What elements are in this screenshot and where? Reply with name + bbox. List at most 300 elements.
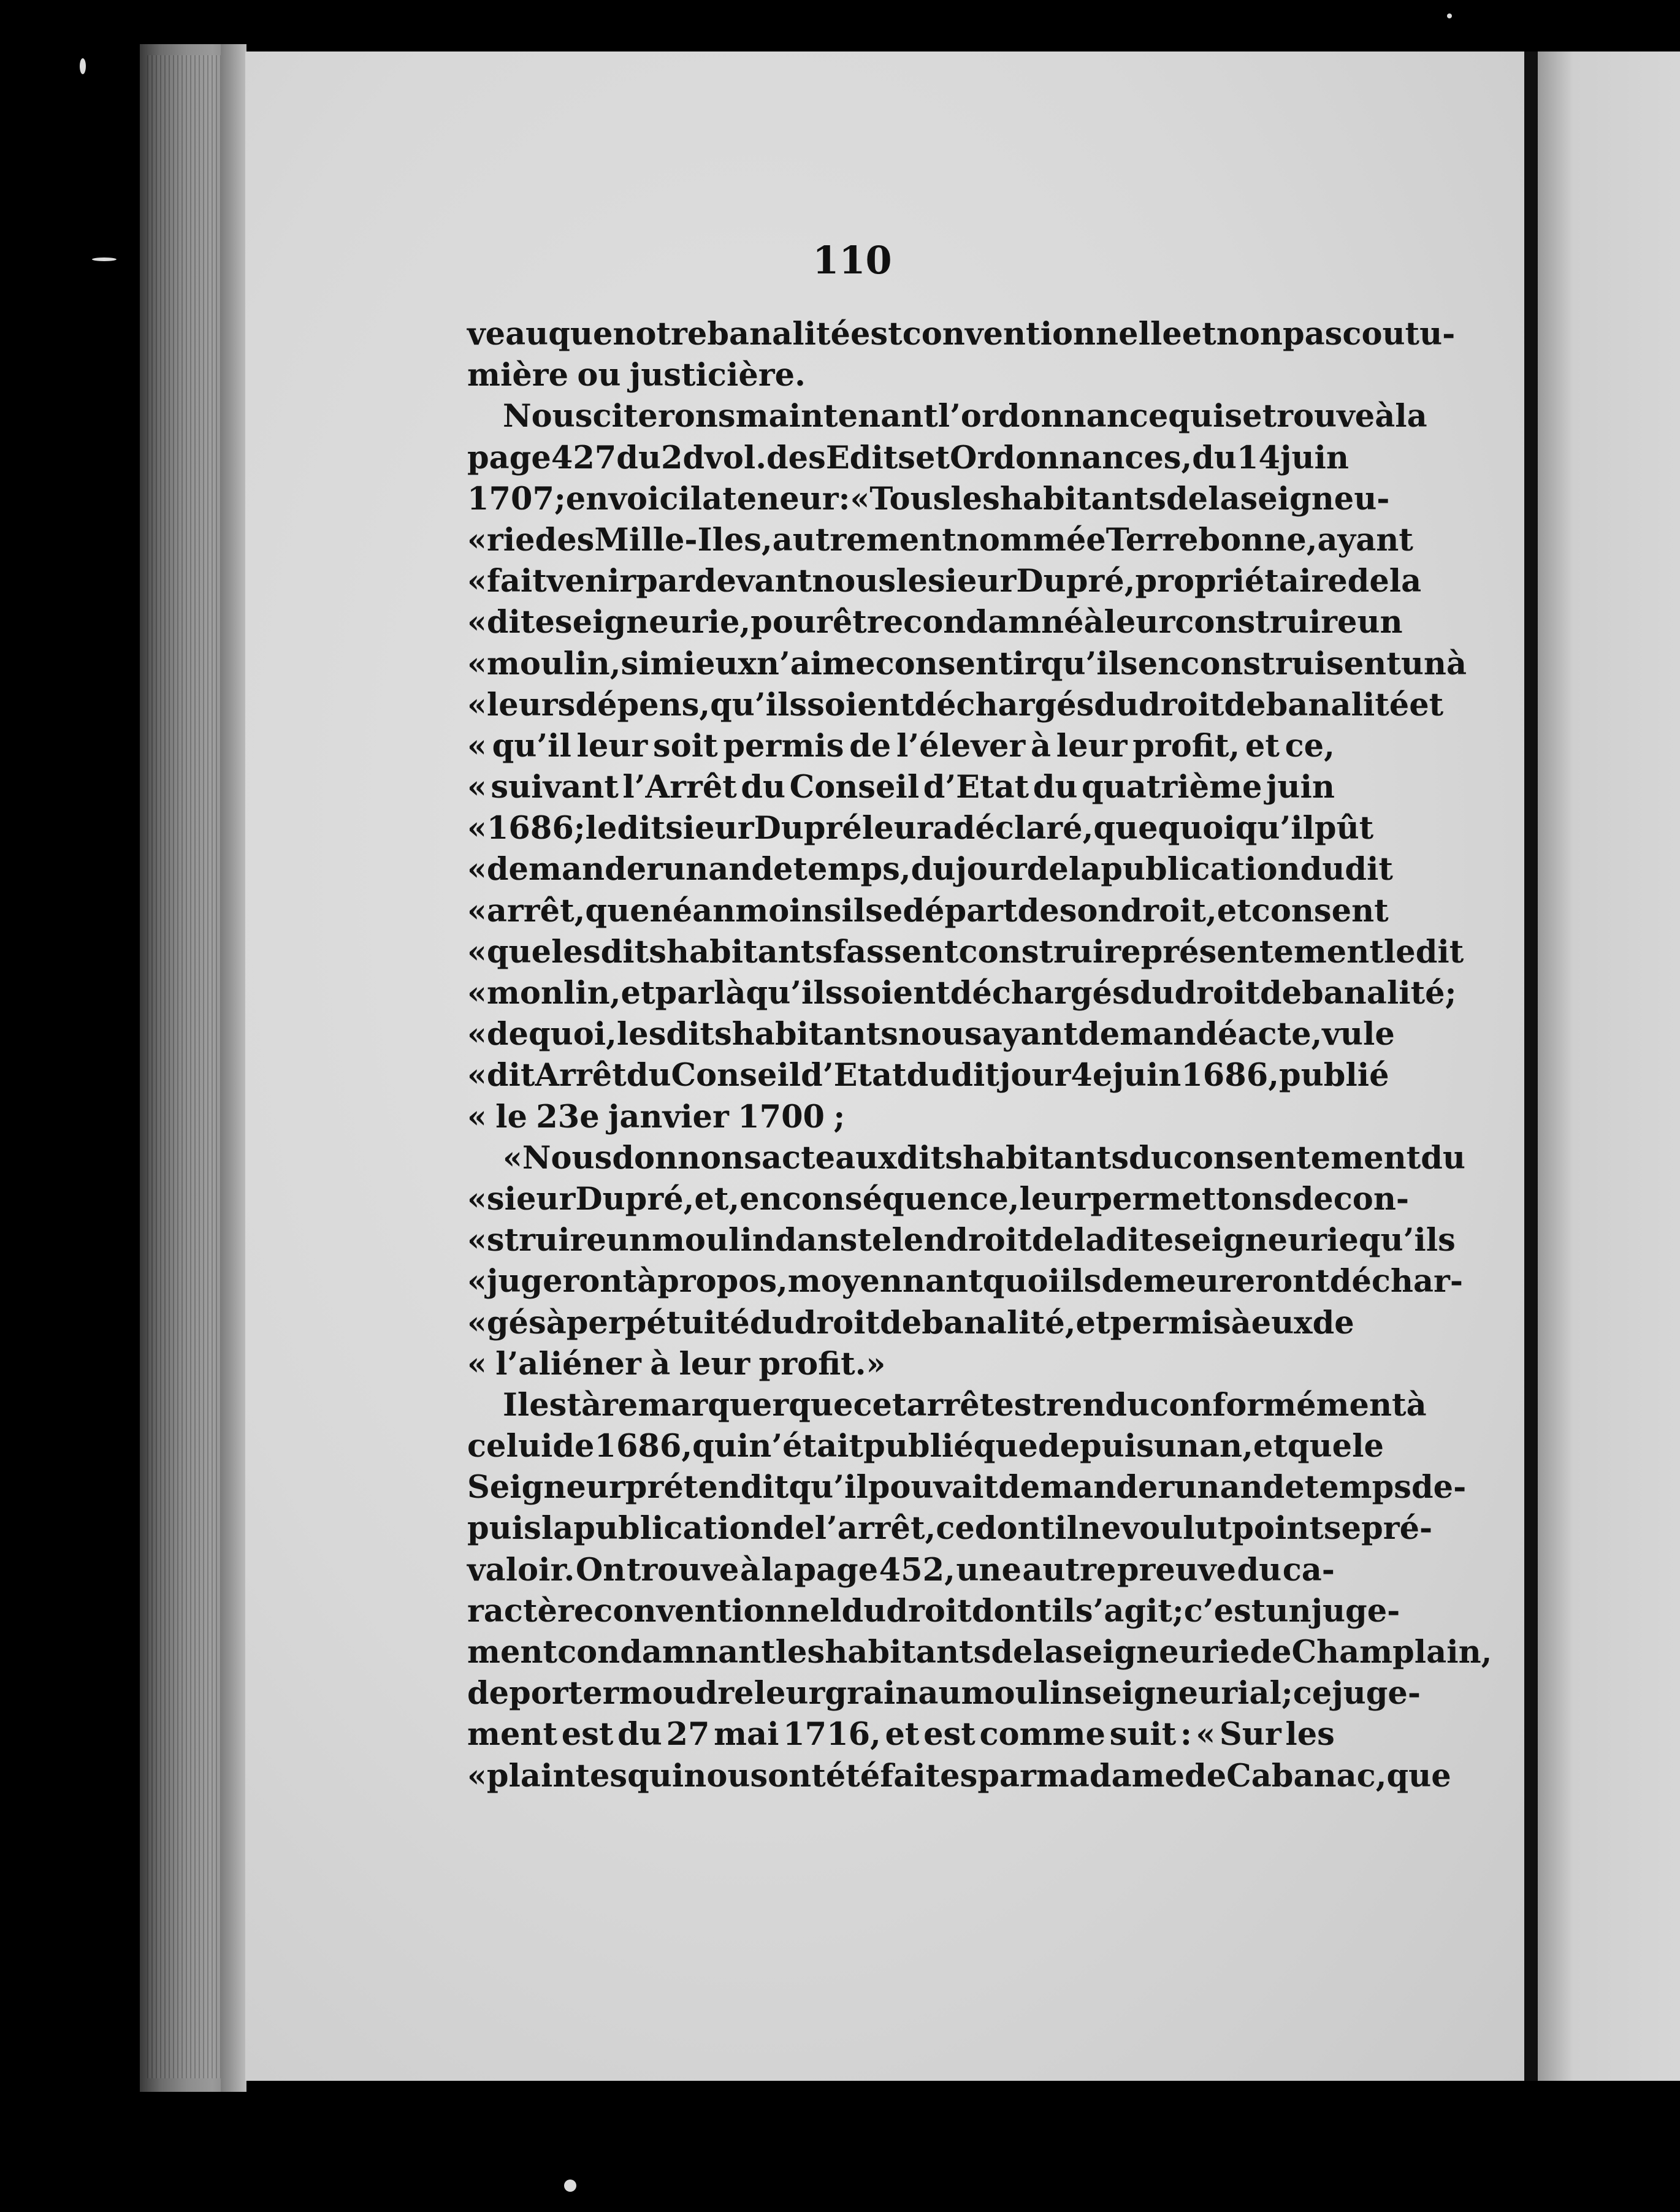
text-line xyxy=(467,602,1403,643)
text-word: un xyxy=(1400,645,1446,682)
text-word: teneur xyxy=(722,480,839,517)
text-line xyxy=(467,1261,1464,1302)
text-word: été xyxy=(825,1757,880,1794)
text-word: ce, xyxy=(1285,727,1335,765)
text-word: venir xyxy=(546,563,636,600)
text-word: profit, xyxy=(1132,727,1240,765)
text-word: ca- xyxy=(1282,1551,1335,1588)
text-word: de xyxy=(552,1428,595,1465)
text-word: ractère xyxy=(467,1592,594,1630)
text-word: seigneurie xyxy=(1064,1634,1250,1671)
text-word: rie xyxy=(486,521,535,559)
text-word: construire xyxy=(958,933,1141,971)
text-word: « xyxy=(467,1057,487,1094)
text-word: ; xyxy=(573,810,586,847)
text-word: gés xyxy=(486,1304,546,1341)
text-word: publié xyxy=(863,1428,974,1465)
text-line xyxy=(467,1714,1335,1755)
text-word: du xyxy=(741,769,786,806)
text-word: à xyxy=(739,1551,760,1588)
text-word: « xyxy=(467,1222,487,1259)
text-word: de xyxy=(467,1675,510,1712)
text-word: « xyxy=(467,1180,487,1218)
text-word: ment xyxy=(467,1716,558,1753)
text-word: mière xyxy=(467,357,569,394)
text-word: « xyxy=(850,480,870,517)
text-word: d’Etat xyxy=(801,1057,907,1094)
text-word: n’était xyxy=(749,1428,864,1465)
text-word: le xyxy=(1383,933,1416,971)
text-word: du xyxy=(1421,1139,1465,1177)
text-word: le xyxy=(1363,1016,1395,1053)
text-word: à xyxy=(1231,1304,1251,1341)
text-word: autrement xyxy=(772,521,956,559)
text-word: pré- xyxy=(1361,1510,1433,1547)
text-word: du xyxy=(1129,1139,1174,1177)
text-word: con- xyxy=(1333,1180,1410,1218)
text-word: de xyxy=(1347,563,1389,600)
text-word: il xyxy=(841,892,866,929)
text-word: que xyxy=(486,933,552,971)
text-word: du xyxy=(749,1304,795,1341)
text-line xyxy=(467,1756,1451,1797)
text-word: Il xyxy=(503,1386,530,1424)
text-word: autre xyxy=(1022,1551,1117,1588)
text-word: du xyxy=(1129,975,1175,1012)
text-word: Nous xyxy=(503,398,593,435)
text-word: de xyxy=(1291,1180,1334,1218)
text-line xyxy=(467,561,1422,602)
text-line xyxy=(467,520,1413,561)
text-word: Nous xyxy=(522,1139,613,1177)
text-word: celui xyxy=(467,1428,553,1465)
text-line xyxy=(467,1591,1400,1632)
text-word: et xyxy=(915,439,950,476)
text-word: comme xyxy=(979,1716,1105,1753)
text-word: aux xyxy=(835,1139,897,1177)
text-word: il xyxy=(1052,1592,1075,1630)
text-word: vu xyxy=(1322,1016,1364,1053)
text-word: seigneurie, xyxy=(554,604,751,641)
text-word: ils xyxy=(1060,1263,1102,1300)
text-word: du xyxy=(1094,686,1139,723)
text-word: 1686, xyxy=(1181,1057,1280,1094)
text-word: le xyxy=(585,810,617,847)
text-word: dite xyxy=(1105,1222,1174,1259)
text-word: fassent xyxy=(833,933,959,971)
text-word: propos, xyxy=(657,1263,788,1300)
scan-speck xyxy=(1447,13,1452,18)
text-word: pouvait xyxy=(868,1469,999,1506)
text-word: publié xyxy=(1279,1057,1389,1094)
text-word: là xyxy=(714,975,746,1012)
text-word: a xyxy=(933,810,953,847)
text-word: juin xyxy=(1112,1057,1182,1094)
text-word: propriétaire xyxy=(1135,563,1348,600)
text-word: dit xyxy=(486,1057,535,1094)
text-word: donnons xyxy=(612,1139,762,1177)
text-word: profit.» xyxy=(758,1345,886,1382)
text-word: conformément xyxy=(1150,1386,1407,1424)
text-word: dits xyxy=(600,933,666,971)
text-word: moyennant xyxy=(787,1263,983,1300)
page-gutter xyxy=(1524,51,1538,2081)
text-word: habitants xyxy=(825,1634,991,1671)
text-word: condamnant xyxy=(557,1634,776,1671)
text-word: à xyxy=(546,1304,567,1341)
text-word: et xyxy=(620,975,655,1012)
text-word: la xyxy=(1395,398,1427,435)
text-word: la xyxy=(761,1551,793,1588)
text-word: mieux xyxy=(650,645,757,682)
text-word: la xyxy=(690,480,723,517)
text-word: et xyxy=(1216,892,1251,929)
text-word: de xyxy=(880,1304,922,1341)
text-word: consentement xyxy=(1173,1139,1421,1177)
text-word: 2d xyxy=(661,439,705,476)
text-word: arrêt xyxy=(906,1386,995,1424)
text-word: juge- xyxy=(1311,1592,1400,1630)
text-word: dit xyxy=(1415,933,1464,971)
text-word: 1686 xyxy=(486,810,574,847)
text-line xyxy=(467,685,1444,726)
text-word: est xyxy=(923,1716,976,1753)
text-word: et xyxy=(1075,1304,1110,1341)
text-word: à xyxy=(1406,1386,1427,1424)
text-word: que xyxy=(1386,1757,1451,1794)
text-word: banalité xyxy=(1266,686,1410,723)
text-word: dit xyxy=(1345,851,1393,888)
text-word: est xyxy=(994,1386,1047,1424)
text-word: déchargés xyxy=(914,686,1094,723)
text-word: et xyxy=(885,1716,920,1753)
text-word: « xyxy=(467,1263,487,1300)
text-word: preuve xyxy=(1117,1551,1236,1588)
text-word: non xyxy=(1216,316,1283,353)
text-word: « xyxy=(467,1016,487,1053)
text-word: an, xyxy=(1199,1428,1253,1465)
text-word: de xyxy=(1262,1469,1305,1506)
text-word: du xyxy=(1192,439,1237,476)
text-word: On xyxy=(575,1551,626,1588)
text-word: déchar- xyxy=(1329,1263,1464,1300)
text-word: permis xyxy=(1110,1304,1231,1341)
text-word: la xyxy=(1208,480,1240,517)
text-word: 1686, xyxy=(594,1428,693,1465)
text-word: cet xyxy=(853,1386,907,1424)
text-word: un xyxy=(1266,1592,1312,1630)
text-word: juin xyxy=(1280,439,1349,476)
text-line xyxy=(467,396,1427,437)
text-word: notre xyxy=(613,316,708,353)
text-word: « xyxy=(503,1139,522,1177)
text-word: du xyxy=(1033,769,1078,806)
text-word: « xyxy=(467,1098,487,1135)
text-word: trouve xyxy=(1262,398,1375,435)
text-word: « xyxy=(467,686,487,723)
text-word: Conseil xyxy=(789,769,920,806)
text-word: devant xyxy=(694,563,812,600)
text-word: condamné xyxy=(903,604,1084,641)
text-word: déchargés xyxy=(950,975,1130,1012)
text-word: juin xyxy=(1266,769,1335,806)
text-word: « xyxy=(467,563,487,600)
text-line xyxy=(467,1550,1335,1591)
text-word: présentement xyxy=(1140,933,1384,971)
text-word: permis xyxy=(723,727,844,765)
text-word: seigneurie xyxy=(1174,1222,1359,1259)
text-word: voulut xyxy=(1121,1510,1232,1547)
text-line xyxy=(467,644,1467,685)
text-word: de xyxy=(1017,892,1060,929)
text-word: ou xyxy=(577,357,621,394)
text-word: « xyxy=(467,975,487,1012)
text-word: à xyxy=(1031,727,1052,765)
text-word: prétendit xyxy=(625,1469,789,1506)
text-word: n’aime xyxy=(756,645,876,682)
text-word: que xyxy=(548,316,613,353)
text-word: Dupré, xyxy=(575,1180,695,1218)
text-word: d’Etat xyxy=(923,769,1029,806)
text-word: point xyxy=(1232,1510,1324,1547)
text-word: construire xyxy=(1175,604,1357,641)
text-word: les xyxy=(775,1634,825,1671)
text-word: le xyxy=(1352,1428,1384,1465)
text-word: habitants xyxy=(731,1016,898,1053)
text-line xyxy=(467,355,1335,396)
text-word: de- xyxy=(1411,1469,1467,1506)
text-word: faites xyxy=(880,1757,978,1794)
text-line xyxy=(467,1426,1384,1467)
text-word: dite xyxy=(486,604,555,641)
text-line xyxy=(467,1179,1410,1220)
text-word: c’est xyxy=(1183,1592,1266,1630)
text-word: ayant xyxy=(982,1016,1079,1053)
text-word: leur xyxy=(754,1675,825,1712)
text-word: un xyxy=(606,1222,652,1259)
text-word: et xyxy=(1245,727,1280,765)
text-word: leur xyxy=(1019,1180,1091,1218)
text-word: jugeront xyxy=(486,1263,638,1300)
text-word: que xyxy=(1093,810,1158,847)
text-word: ; xyxy=(1445,975,1457,1012)
text-word: Sur xyxy=(1219,1716,1281,1753)
text-word: page xyxy=(467,439,551,476)
text-word: ne xyxy=(1078,1510,1121,1547)
text-word: et, xyxy=(694,1180,740,1218)
text-word: à xyxy=(1375,398,1396,435)
text-word: acte, xyxy=(1237,1016,1323,1053)
text-word: qu’il xyxy=(788,1469,868,1506)
text-word: leurs xyxy=(486,686,576,723)
text-word: 4e xyxy=(1071,1057,1113,1094)
text-word: « xyxy=(467,1345,487,1382)
text-word: quoi, xyxy=(528,1016,617,1053)
text-word: qu’ils xyxy=(746,975,843,1012)
text-word: 27 xyxy=(666,1716,710,1753)
text-word: un xyxy=(1174,1469,1220,1506)
text-word: de xyxy=(751,851,793,888)
text-word: suit xyxy=(1109,1716,1177,1753)
text-word: leur xyxy=(1104,604,1175,641)
text-word: nous xyxy=(898,1016,982,1053)
text-word: « xyxy=(467,645,487,682)
text-word: sieur xyxy=(927,563,1017,600)
text-word: « xyxy=(467,1757,487,1794)
text-word: Arrêt xyxy=(535,1057,627,1094)
text-word: 1716, xyxy=(783,1716,881,1753)
text-line xyxy=(467,726,1335,767)
text-word: la xyxy=(1068,851,1101,888)
text-word: conventionnel xyxy=(594,1592,842,1630)
text-word: de xyxy=(1166,480,1208,517)
text-word: « xyxy=(1196,1716,1216,1753)
text-word: sieur xyxy=(486,1180,576,1218)
text-line xyxy=(467,1385,1427,1426)
text-word: droit xyxy=(794,1304,880,1341)
text-word: l’élever xyxy=(896,727,1026,765)
text-word: maintenant xyxy=(735,398,938,435)
text-word: dont xyxy=(974,1510,1055,1547)
text-word: les xyxy=(616,1016,666,1053)
text-word: dont xyxy=(971,1592,1052,1630)
text-word: à xyxy=(581,1386,601,1424)
text-word: ; xyxy=(833,1098,846,1135)
text-word: conséquence, xyxy=(782,1180,1020,1218)
text-word: de xyxy=(1250,1634,1292,1671)
scan-speck xyxy=(564,2180,576,2192)
text-word: quoiqu’il xyxy=(1158,810,1315,847)
text-word: trouve xyxy=(626,1551,739,1588)
text-line xyxy=(467,1014,1395,1055)
text-line xyxy=(467,438,1349,479)
text-word: de xyxy=(1259,975,1302,1012)
text-line xyxy=(467,1303,1354,1344)
text-word: et xyxy=(1253,1428,1288,1465)
text-word: 1700 xyxy=(738,1098,825,1135)
text-word: moulin xyxy=(961,1675,1085,1712)
text-word: juge- xyxy=(1332,1675,1421,1712)
text-line xyxy=(467,808,1374,849)
text-word: soient xyxy=(807,686,915,723)
text-word: à xyxy=(650,1345,671,1382)
text-word: publication xyxy=(1101,851,1300,888)
text-word: que xyxy=(585,892,650,929)
text-word: Ordonnances, xyxy=(950,439,1193,476)
text-word: déclaré, xyxy=(953,810,1094,847)
text-word: les xyxy=(1285,1716,1335,1753)
text-word: la xyxy=(541,1510,574,1547)
text-word: et xyxy=(1409,686,1444,723)
text-word: mai xyxy=(714,1716,779,1753)
text-word: il xyxy=(1055,1510,1079,1547)
text-word: jour xyxy=(955,851,1027,888)
text-line xyxy=(467,1508,1433,1549)
text-word: que xyxy=(788,1386,853,1424)
text-word: seigneu- xyxy=(1240,480,1390,517)
scan-speck xyxy=(80,58,86,74)
text-word: an xyxy=(708,851,752,888)
text-word: plaintes xyxy=(486,1757,628,1794)
text-word: à xyxy=(1446,645,1467,682)
text-word: temps xyxy=(1304,1469,1412,1506)
text-word: leur xyxy=(576,727,648,765)
text-word: 23e xyxy=(536,1098,600,1135)
text-word: 1707 xyxy=(467,480,554,517)
text-word: est xyxy=(561,1716,614,1753)
text-word: Champlain, xyxy=(1291,1634,1492,1671)
text-word: ment xyxy=(467,1634,558,1671)
text-word: « xyxy=(467,1304,487,1341)
text-word: arrêt, xyxy=(486,892,586,929)
text-word: page xyxy=(794,1551,879,1588)
text-line xyxy=(467,1097,1335,1138)
text-word: en xyxy=(739,1180,782,1218)
text-word: soient xyxy=(842,975,950,1012)
text-word: ce xyxy=(936,1510,975,1547)
text-word: publication xyxy=(573,1510,773,1547)
text-word: Edits xyxy=(825,439,915,476)
text-word: endroit xyxy=(903,1222,1032,1259)
text-word: monlin, xyxy=(486,975,621,1012)
page-number: 110 xyxy=(812,238,892,283)
text-line xyxy=(467,973,1457,1014)
text-word: de xyxy=(1312,1304,1354,1341)
text-word: Cabanac, xyxy=(1226,1757,1387,1794)
text-word: pas xyxy=(1282,316,1343,353)
text-word: citerons xyxy=(592,398,736,435)
text-word: pour xyxy=(750,604,833,641)
text-word: jour xyxy=(999,1057,1071,1094)
text-word: droit, xyxy=(1120,892,1217,929)
next-page-fragment xyxy=(1538,51,1680,2081)
text-word: nous xyxy=(812,563,896,600)
text-word: habitants xyxy=(666,933,833,971)
text-word: en xyxy=(1137,645,1181,682)
text-word: eux xyxy=(1251,1304,1313,1341)
text-word: Seigneur xyxy=(467,1469,625,1506)
text-line xyxy=(467,314,1456,355)
text-word: que xyxy=(973,1428,1038,1465)
text-word: 452, xyxy=(879,1551,955,1588)
text-word: si xyxy=(620,645,651,682)
text-word: les xyxy=(551,933,601,971)
text-word: ; xyxy=(554,480,566,517)
text-word: dits xyxy=(666,1016,732,1053)
text-word: « xyxy=(467,727,487,765)
text-word: 427 xyxy=(551,439,617,476)
text-word: conventionnelle xyxy=(902,316,1182,353)
text-line xyxy=(467,1138,1465,1179)
text-word: Dupré, xyxy=(1016,563,1136,600)
text-word: du xyxy=(841,1592,887,1630)
page-shadow xyxy=(221,44,246,2092)
text-word: construisent xyxy=(1180,645,1401,682)
text-word: qu’ils xyxy=(710,686,808,723)
text-word: des xyxy=(766,439,826,476)
text-word: veau xyxy=(467,316,549,353)
text-word: de xyxy=(1224,686,1266,723)
text-word: que xyxy=(1287,1428,1353,1465)
text-word: ont xyxy=(768,1757,826,1794)
text-word: ce xyxy=(1292,1675,1332,1712)
text-word: du xyxy=(616,439,662,476)
text-line xyxy=(467,1467,1467,1508)
text-word: par xyxy=(636,563,695,600)
text-line xyxy=(467,891,1389,932)
text-word: à xyxy=(1083,604,1104,641)
text-word: struire xyxy=(486,1222,606,1259)
